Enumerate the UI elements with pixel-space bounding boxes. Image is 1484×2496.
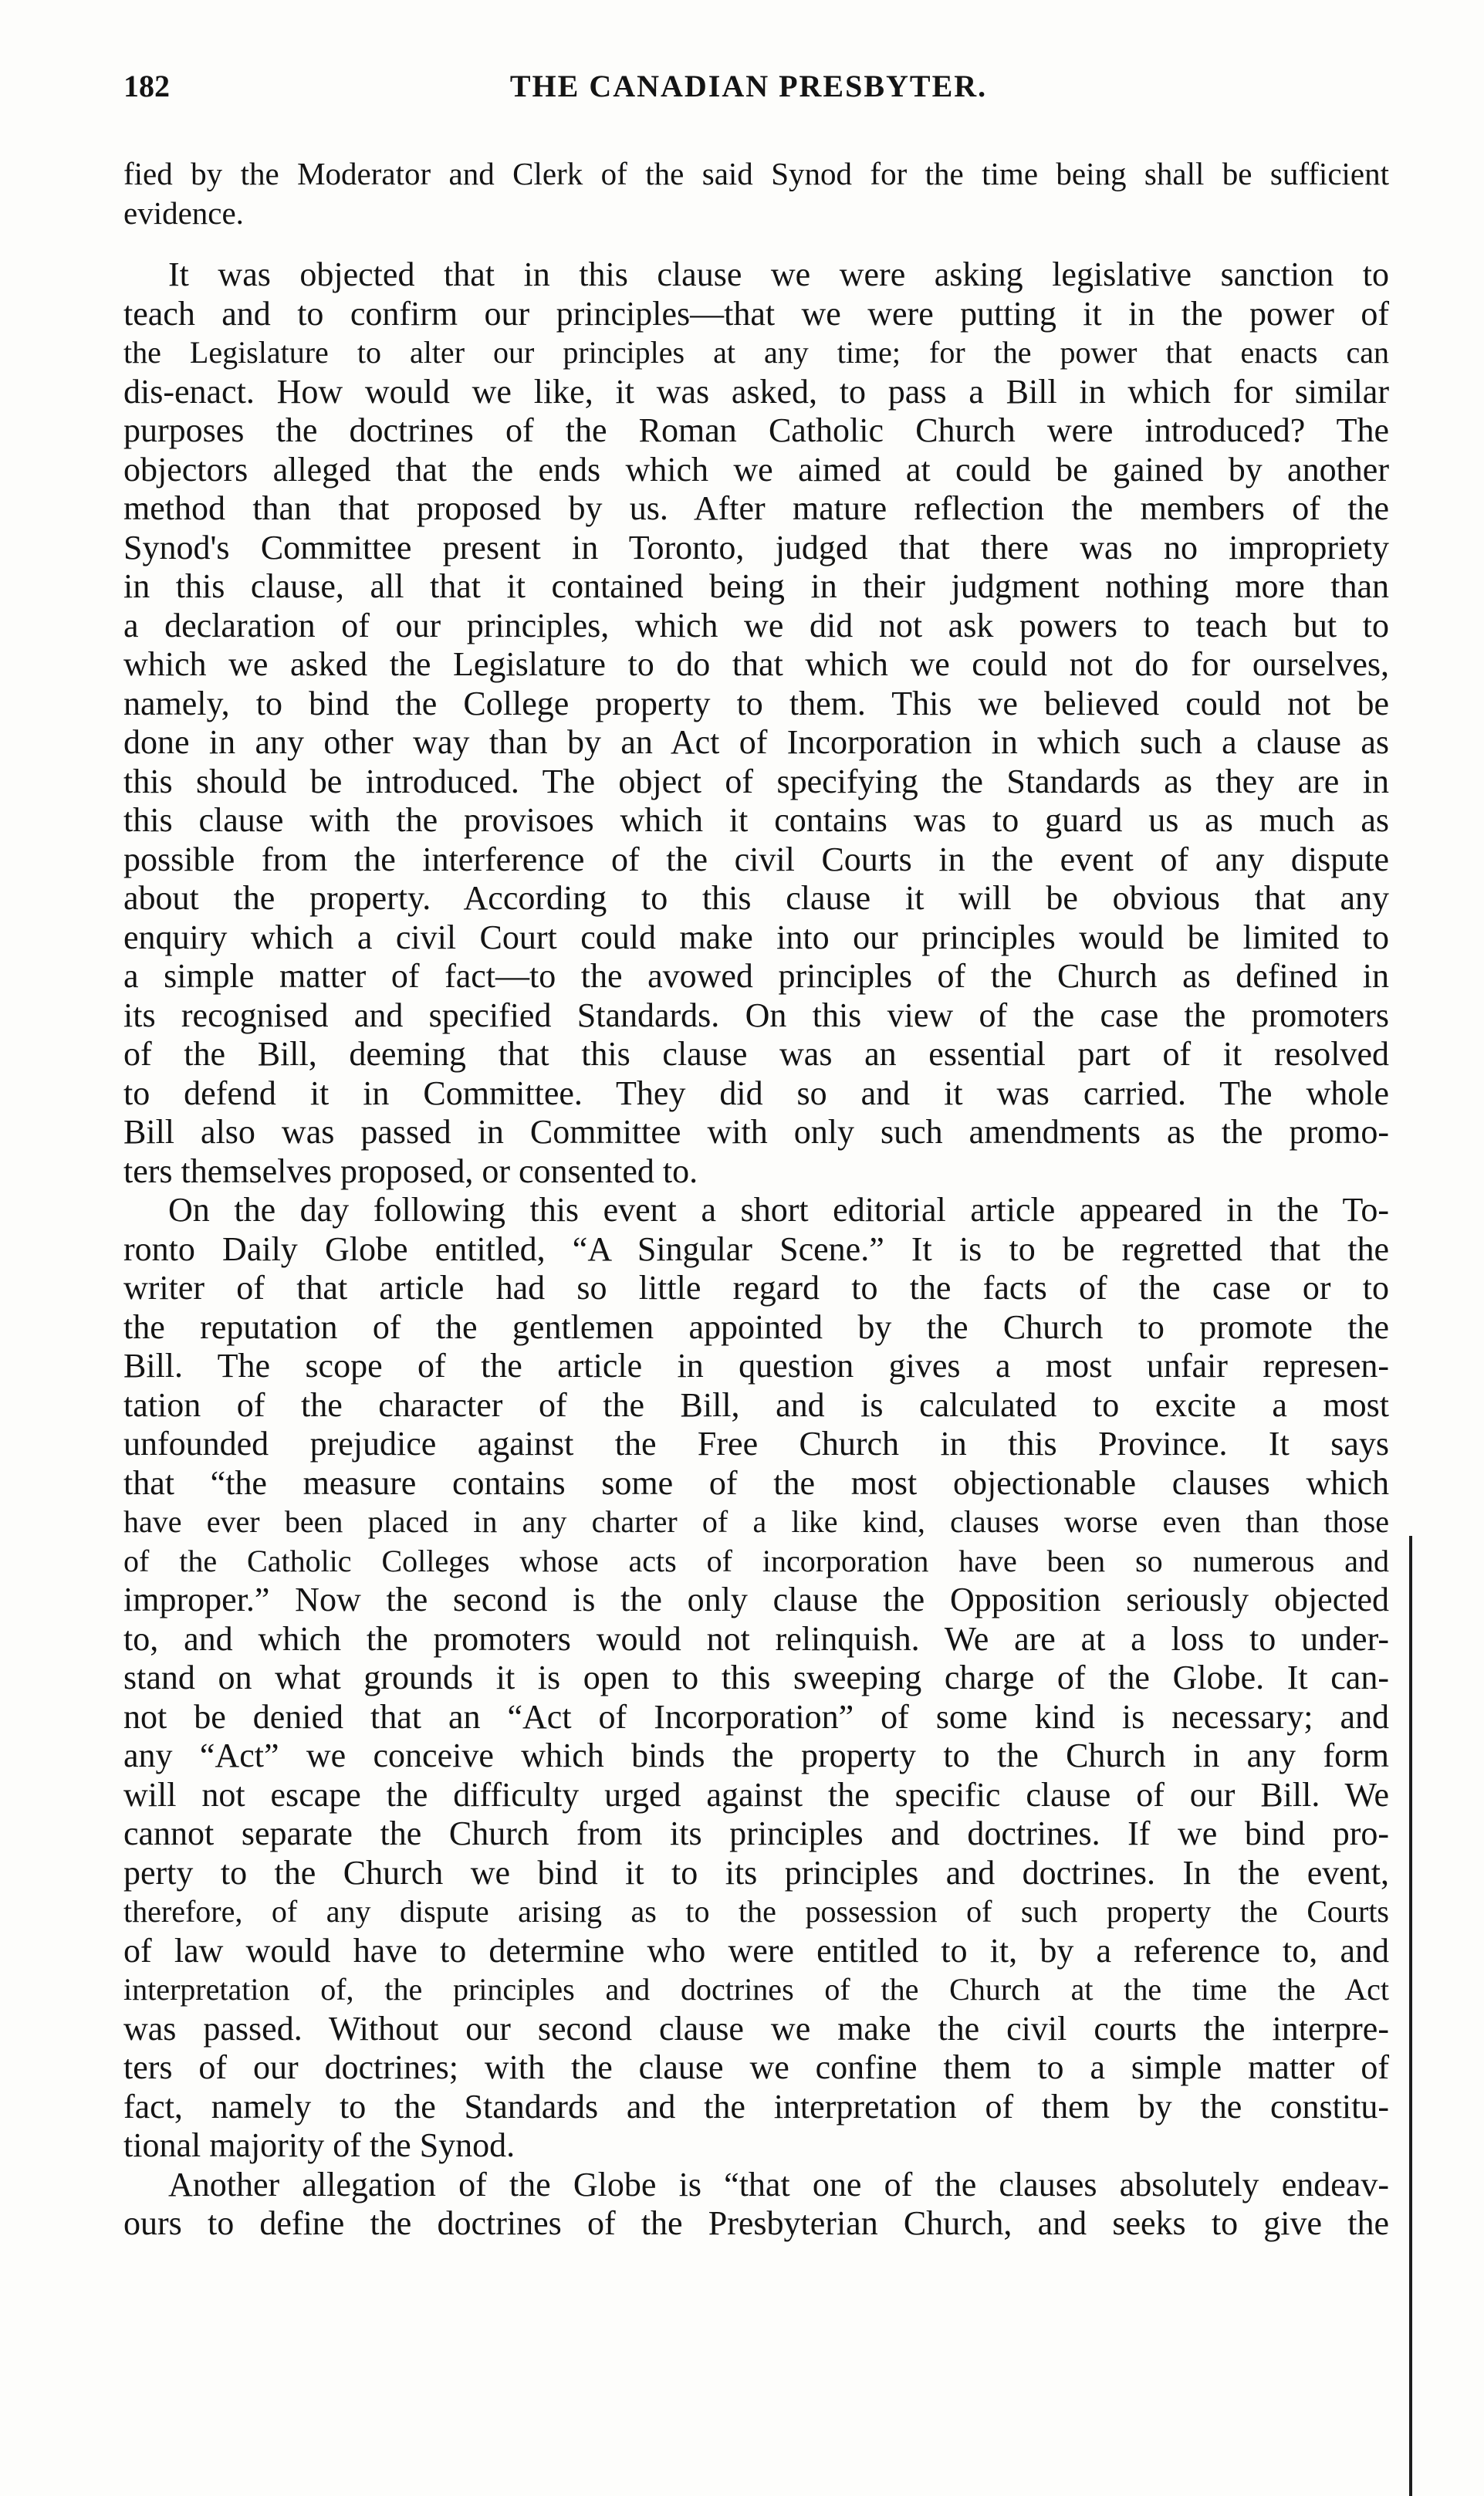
text-line: perty to the Church we bind it to its principles and doctrines. In the event, xyxy=(123,1853,1389,1892)
running-title: THE CANADIAN PRESBYTER. xyxy=(509,69,988,103)
text-line: purposes the doctrines of the Roman Catholic Church were introduced? The xyxy=(123,411,1389,449)
text-line: writer of that article had so little regard to the facts of the case or to xyxy=(123,1269,1389,1307)
text-line: possible from the interference of the civil Courts in the event of any dispute xyxy=(123,840,1389,878)
text-line: tation of the character of the Bill, and is calculated to excite a most xyxy=(123,1385,1389,1424)
text-line: therefore, of any dispute arising as to the possession of such property the Courts xyxy=(123,1894,1389,1929)
text-line: will not escape the difficulty urged against the specific clause of our Bill. We xyxy=(123,1775,1389,1814)
text-line: cannot separate the Church from its principles and doctrines. If we bind pro- xyxy=(123,1815,1389,1852)
text-line: Synod's Committee present in Toronto, judged that there was no impropriety xyxy=(123,528,1389,567)
text-line: fied by the Moderator and Clerk of the said Synod for the time being shall be sufficient xyxy=(123,156,1389,191)
text-line: Bill also was passed in Committee with only such amendments as the promo- xyxy=(123,1113,1389,1151)
text-line: Another allegation of the Globe is “that one of the clauses absolutely endeav- xyxy=(168,2165,1389,2203)
text-line: Bill. The scope of the article in question gives a most unfair represen- xyxy=(123,1347,1389,1385)
text-line: a declaration of our principles, which we did not ask powers to teach but to xyxy=(123,606,1389,644)
text-line: to defend it in Committee. They did so and it was carried. The whole xyxy=(123,1074,1389,1112)
text-line: which we asked the Legislature to do that which we could not do for ourselves, xyxy=(123,645,1389,683)
text-line: of the Catholic Colleges whose acts of incorporation have been so numerous and xyxy=(123,1543,1389,1578)
page-number: 182 xyxy=(123,69,170,103)
text-line: ters themselves proposed, or consented to. xyxy=(123,1152,698,1190)
text-line: namely, to bind the College property to them. This we believed could not be xyxy=(123,684,1389,722)
text-line: fact, namely to the Standards and the interpretation of them by the constitu- xyxy=(123,2087,1389,2126)
text-line: stand on what grounds it is open to this sweeping charge of the Globe. It can- xyxy=(123,1659,1389,1696)
text-line: interpretation of, the principles and doctrines of the Church at the time the Act xyxy=(123,1972,1389,2007)
text-line: On the day following this event a short editorial article appeared in the To- xyxy=(168,1191,1389,1229)
text-line: have ever been placed in any charter of a like kind, clauses worse even than those xyxy=(123,1504,1389,1539)
text-line: It was objected that in this clause we were asking legislative sanction to xyxy=(168,255,1389,293)
text-line: unfounded prejudice against the Free Church in this Province. It says xyxy=(123,1425,1389,1463)
text-line: enquiry which a civil Court could make into our principles would be limited to xyxy=(123,918,1389,956)
text-line: of the Bill, deeming that this clause was an essential part of it resolved xyxy=(123,1035,1389,1073)
text-line: about the property. According to this clause it will be obvious that any xyxy=(123,879,1389,917)
article-body xyxy=(123,154,1389,2244)
text-line: not be denied that an “Act of Incorporation” of some kind is necessary; and xyxy=(123,1697,1389,1736)
binding-edge-shadow xyxy=(1409,1536,1412,2496)
text-line: its recognised and specified Standards. On this view of the case the promoters xyxy=(123,996,1389,1034)
text-line: teach and to confirm our principles—that we were putting it in the power of xyxy=(123,294,1389,333)
text-line: that “the measure contains some of the most objectionable clauses which xyxy=(123,1463,1389,1502)
text-line: the Legislature to alter our principles at any time; for the power that enacts can xyxy=(123,335,1389,370)
text-line: ronto Daily Globe entitled, “A Singular Scene.” It is to be regretted that the xyxy=(123,1229,1389,1268)
text-line: in this clause, all that it contained being in their judgment nothing more than xyxy=(123,567,1389,605)
text-line: was passed. Without our second clause we make the civil courts the interpre- xyxy=(123,2009,1389,2048)
text-line: the reputation of the gentlemen appointed by the Church to promote the xyxy=(123,1307,1389,1346)
text-line: a simple matter of fact—to the avowed principles of the Church as defined in xyxy=(123,957,1389,995)
text-line: done in any other way than by an Act of Incorporation in which such a clause as xyxy=(123,723,1389,761)
text-line: any “Act” we conceive which binds the property to the Church in any form xyxy=(123,1737,1389,1774)
text-line: this should be introduced. The object of specifying the Standards as they are in xyxy=(123,762,1389,800)
text-line: improper.” Now the second is the only clause the Opposition seriously objected xyxy=(123,1581,1389,1618)
text-line: evidence. xyxy=(123,194,244,231)
text-line: this clause with the provisoes which it contains was to guard us as much as xyxy=(123,801,1389,839)
text-line: dis-enact. How would we like, it was asked, to pass a Bill in which for similar xyxy=(123,372,1389,411)
text-line: of law would have to determine who were entitled to it, by a reference to, and xyxy=(123,1931,1389,1970)
paragraph-1 xyxy=(123,255,1389,1191)
text-line: to, and which the promoters would not relinquish. We are at a loss to under- xyxy=(123,1619,1389,1658)
text-line: objectors alleged that the ends which we aimed at could be gained by another xyxy=(123,450,1389,489)
text-line: ours to define the doctrines of the Presbyterian Church, and seeks to give the xyxy=(123,2204,1389,2242)
text-line: tional majority of the Synod. xyxy=(123,2126,516,2164)
paragraph-3 xyxy=(123,2166,1389,2244)
paragraph-2 xyxy=(123,1191,1389,2166)
text-line: ters of our doctrines; with the clause we confine them to a simple matter of xyxy=(123,2048,1389,2086)
page-header xyxy=(123,68,1374,122)
text-line: method than that proposed by us. After mature reflection the members of the xyxy=(123,489,1389,527)
